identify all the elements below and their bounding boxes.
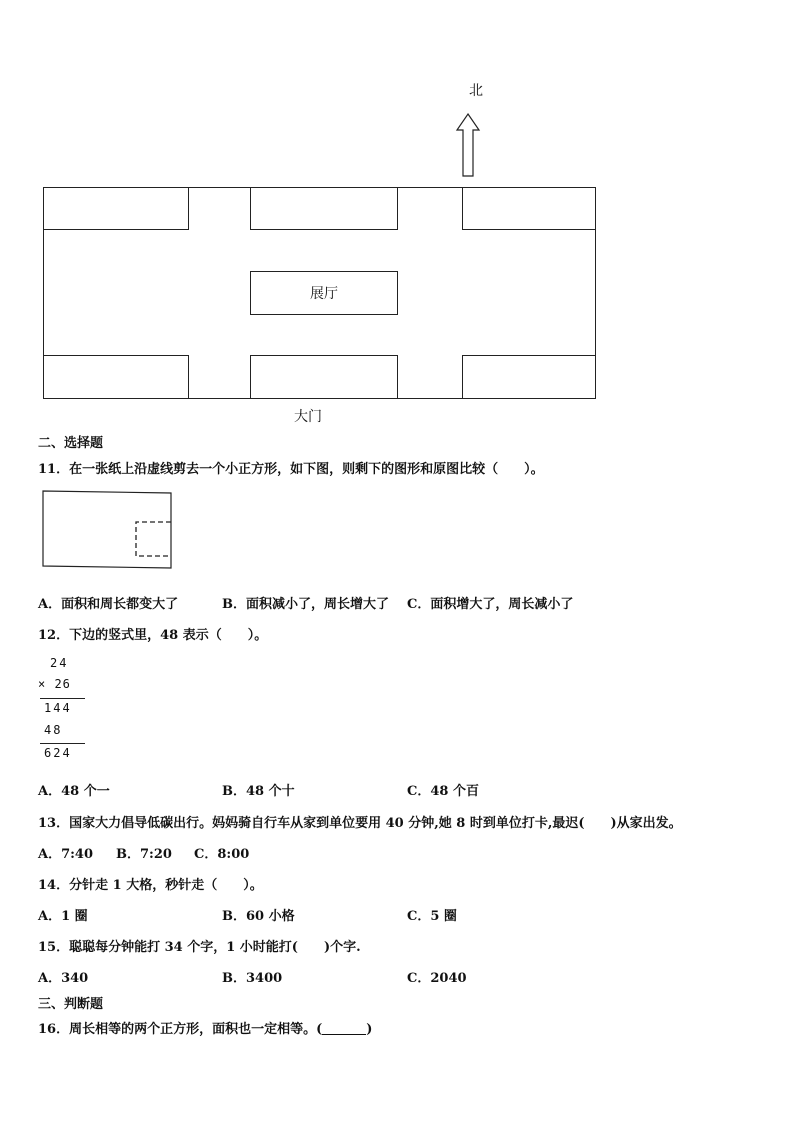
map-block-top-middle xyxy=(250,187,398,230)
question-15-option-b[interactable]: B．3400 xyxy=(222,971,283,986)
question-11-option-b[interactable]: B．面积减小了，周长增大了 xyxy=(222,597,389,612)
question-14-option-a[interactable]: A．1 圈 xyxy=(38,909,88,924)
question-13-option-c[interactable]: C．8:00 xyxy=(194,847,250,862)
question-15-option-c[interactable]: C．2040 xyxy=(407,971,467,986)
question-11-text: 11．在一张纸上沿虚线剪去一个小正方形，如下图，则剩下的图形和原图比较（ ）。 xyxy=(38,462,544,477)
question-15-text: 15．聪聪每分钟能打 34 个字，1 小时能打( )个字. xyxy=(38,940,361,955)
question-11-option-a[interactable]: A．面积和周长都变大了 xyxy=(38,597,179,612)
question-11-option-c[interactable]: C．面积增大了，周长减小了 xyxy=(407,597,574,612)
calc-multiplicand: 24 xyxy=(50,656,69,670)
main-gate-label: 大门 xyxy=(294,409,322,425)
map-block-bottom-left xyxy=(43,355,189,399)
question-14-option-b[interactable]: B．60 小格 xyxy=(222,909,295,924)
question-15-option-a[interactable]: A．340 xyxy=(38,971,89,986)
question-16-text: 16．周长相等的两个正方形，面积也一定相等。( xyxy=(38,1022,323,1037)
question-12-option-a[interactable]: A．48 个一 xyxy=(38,784,110,799)
question-13-text: 13．国家大力倡导低碳出行。妈妈骑自行车从家到单位要用 40 分钟,她 8 时到单位打卡,最迟( )从家出发。 xyxy=(38,816,682,831)
question-16 xyxy=(38,1018,372,1037)
calc-rule-1 xyxy=(40,698,85,699)
north-label: 北 xyxy=(469,83,483,99)
exhibition-hall-label: 展厅 xyxy=(310,286,338,302)
calc-partial-2: 48 xyxy=(44,723,63,737)
question-16-answer-blank[interactable] xyxy=(322,1022,366,1035)
question-12-text: 12．下边的竖式里，48 表示（ ）。 xyxy=(38,628,268,643)
map-block-top-left xyxy=(43,187,189,230)
paper-cut-figure xyxy=(40,488,175,572)
map-block-top-right xyxy=(462,187,596,230)
question-14-option-c[interactable]: C．5 圈 xyxy=(407,909,457,924)
question-12-option-b[interactable]: B．48 个十 xyxy=(222,784,295,799)
question-12-option-c[interactable]: C．48 个百 xyxy=(407,784,479,799)
calc-multiplier: × 26 xyxy=(38,677,71,691)
question-13-option-b[interactable]: B．7:20 xyxy=(116,847,172,862)
calc-partial-1: 144 xyxy=(44,701,72,715)
exhibition-hall-box xyxy=(250,271,398,315)
section-title-true-false: 三、判断题 xyxy=(38,997,104,1012)
calc-product: 624 xyxy=(44,746,72,760)
map-block-bottom-middle xyxy=(250,355,398,399)
calc-rule-2 xyxy=(40,743,85,744)
north-arrow-icon xyxy=(455,112,481,178)
question-13-option-a[interactable]: A．7:40 xyxy=(38,847,94,862)
question-16-close-paren: ) xyxy=(366,1022,373,1037)
map-block-bottom-right xyxy=(462,355,596,399)
question-14-text: 14．分针走 1 大格，秒针走（ ）。 xyxy=(38,878,263,893)
section-title-multiple-choice: 二、选择题 xyxy=(38,436,104,451)
